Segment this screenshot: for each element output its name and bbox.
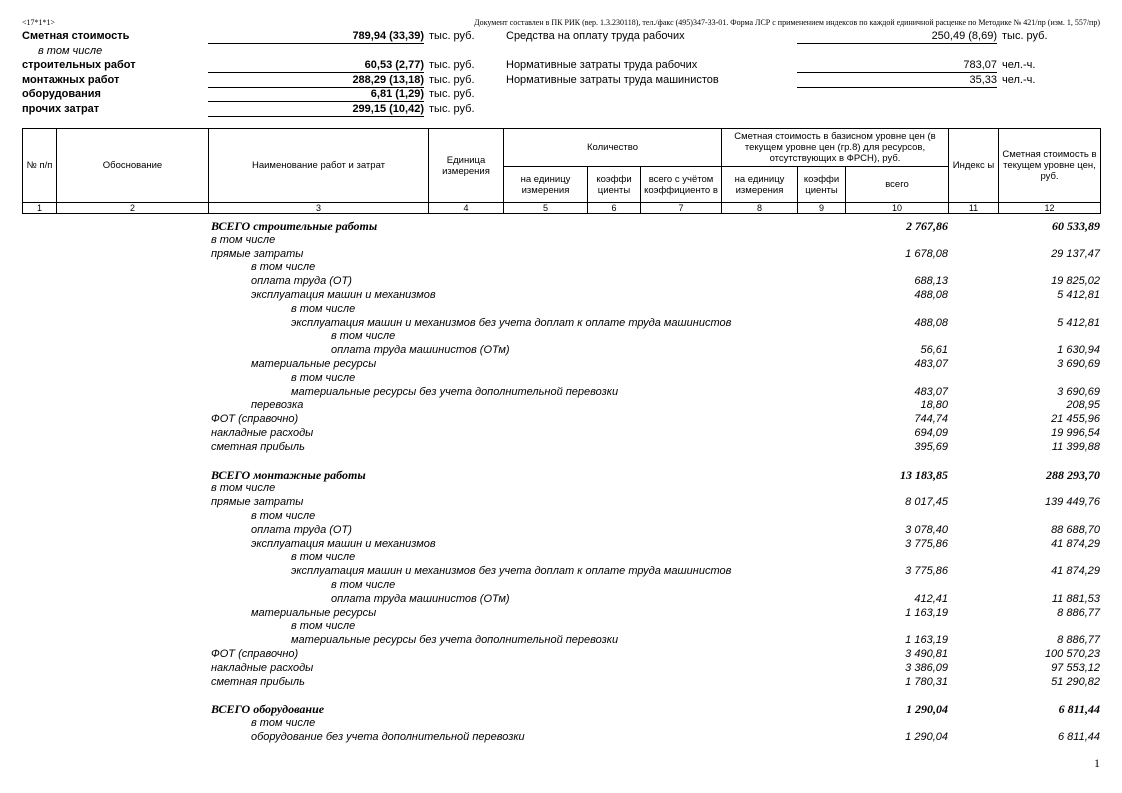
row-current-cost: 41 874,29 bbox=[1051, 537, 1100, 550]
row-current-cost: 208,95 bbox=[1066, 399, 1100, 412]
summary-value: 299,15 (10,42) bbox=[208, 103, 424, 117]
norms-label: Средства на оплату труда рабочих bbox=[506, 30, 685, 42]
table-row bbox=[0, 510, 1122, 524]
row-current-cost: 3 690,69 bbox=[1057, 385, 1100, 398]
column-number: 9 bbox=[798, 203, 846, 214]
table-row bbox=[0, 538, 1122, 552]
column-number: 11 bbox=[949, 203, 999, 214]
norms-value: 783,07 bbox=[797, 59, 997, 73]
col-current-cost-header: Сметная стоимость в текущем уровне цен, руб. bbox=[999, 129, 1101, 203]
row-name: в том числе bbox=[291, 302, 356, 315]
summary-label: прочих затрат bbox=[22, 102, 100, 115]
row-name: в том числе bbox=[251, 717, 316, 730]
row-base-cost: 2 767,86 bbox=[906, 219, 948, 233]
row-base-cost: 1 780,31 bbox=[905, 675, 948, 688]
col-cost-per-unit-header: на единицу измерения bbox=[722, 167, 798, 203]
row-base-cost: 1 678,08 bbox=[905, 247, 948, 260]
row-current-cost: 8 886,77 bbox=[1057, 606, 1100, 619]
row-name: эксплуатация машин и механизмов bbox=[251, 537, 436, 550]
row-name: эксплуатация машин и механизмов без учета доплат к оплате труда машинистов bbox=[291, 565, 732, 578]
row-current-cost: 288 293,70 bbox=[1046, 467, 1100, 482]
row-name: эксплуатация машин и механизмов bbox=[251, 288, 436, 301]
table-row bbox=[0, 275, 1122, 289]
table-row bbox=[0, 372, 1122, 386]
col-qty-total-header: всего с учётом коэффициенто в bbox=[641, 167, 722, 203]
row-name: оплата труда (ОТ) bbox=[251, 275, 352, 288]
table-row bbox=[0, 731, 1122, 745]
row-current-cost: 88 688,70 bbox=[1051, 523, 1100, 536]
row-current-cost: 100 570,23 bbox=[1044, 647, 1100, 660]
row-base-cost: 3 490,81 bbox=[905, 647, 948, 660]
row-current-cost: 51 290,82 bbox=[1051, 675, 1100, 688]
col-number-header: № п/п bbox=[23, 129, 57, 203]
row-base-cost: 13 183,85 bbox=[900, 467, 948, 482]
row-current-cost: 5 412,81 bbox=[1057, 316, 1100, 329]
table-row bbox=[0, 648, 1122, 662]
column-number: 10 bbox=[846, 203, 949, 214]
table-row bbox=[0, 427, 1122, 441]
col-basis-header: Обоснование bbox=[57, 129, 209, 203]
row-base-cost: 412,41 bbox=[914, 592, 948, 605]
row-name: в том числе bbox=[251, 261, 316, 274]
table-row bbox=[0, 551, 1122, 565]
summary-row-installation bbox=[22, 74, 482, 89]
row-current-cost: 1 630,94 bbox=[1057, 344, 1100, 357]
row-current-cost: 6 811,44 bbox=[1057, 730, 1100, 743]
norms-unit: тыс. руб. bbox=[1002, 30, 1048, 42]
summary-unit: тыс. руб. bbox=[429, 59, 475, 71]
row-name: накладные расходы bbox=[211, 661, 314, 674]
row-name: в том числе bbox=[331, 330, 396, 343]
row-base-cost: 688,13 bbox=[914, 275, 948, 288]
table-row bbox=[0, 358, 1122, 372]
norms-label: Нормативные затраты труда рабочих bbox=[506, 59, 698, 71]
row-name: материальные ресурсы без учета дополнительной перевозки bbox=[291, 634, 619, 647]
summary-value: 789,94 (33,39) bbox=[208, 30, 424, 44]
table-row bbox=[0, 676, 1122, 690]
column-number: 12 bbox=[999, 203, 1101, 214]
col-base-cost-header: Сметная стоимость в базисном уровне цен (в текущем уровне цен (гр.8) для ресурсов, отсутствующих в ФРСН), руб. bbox=[722, 129, 949, 167]
section-spacer bbox=[0, 689, 1122, 703]
row-base-cost: 483,07 bbox=[914, 385, 948, 398]
col-qty-coef-header: коэффи циенты bbox=[588, 167, 641, 203]
row-name: ФОТ (справочно) bbox=[211, 413, 299, 426]
summary-label: строительных работ bbox=[22, 59, 136, 71]
row-current-cost: 11 399,88 bbox=[1051, 440, 1100, 453]
summary-label: оборудования bbox=[22, 88, 101, 100]
table-row bbox=[0, 289, 1122, 303]
norms-row-workers bbox=[506, 59, 1066, 74]
row-name: накладные расходы bbox=[211, 426, 314, 439]
table-row bbox=[0, 261, 1122, 275]
row-name: оплата труда машинистов (ОТм) bbox=[331, 344, 510, 357]
row-name: ФОТ (справочно) bbox=[211, 647, 299, 660]
row-current-cost: 3 690,69 bbox=[1057, 357, 1100, 370]
page-number: 1 bbox=[1094, 756, 1100, 770]
table-row bbox=[0, 607, 1122, 621]
table-row bbox=[0, 496, 1122, 510]
norms-row-operators bbox=[506, 74, 1066, 89]
row-current-cost: 97 553,12 bbox=[1051, 661, 1100, 674]
table-row bbox=[0, 317, 1122, 331]
row-name: в том числе bbox=[291, 551, 356, 564]
row-name: оборудование без учета дополнительной перевозки bbox=[251, 730, 525, 743]
row-current-cost: 6 811,44 bbox=[1058, 702, 1100, 717]
table-row bbox=[0, 482, 1122, 496]
row-base-cost: 488,08 bbox=[914, 316, 948, 329]
table-row bbox=[0, 386, 1122, 400]
row-base-cost: 3 775,86 bbox=[905, 537, 948, 550]
document-note: Документ составлен в ПК РИК (вер. 1.3.230118), тел./факс (495)347-33-01. Форма ЛСР с применением индексов по каждой единичной расценке по Методике № 421/пр (изм. 1, 557/пр) bbox=[474, 18, 1100, 27]
estimate-table-header bbox=[22, 128, 1101, 214]
row-name: в том числе bbox=[211, 233, 276, 246]
row-name: ВСЕГО оборудование bbox=[211, 702, 325, 717]
row-name: оплата труда машинистов (ОТм) bbox=[331, 592, 510, 605]
row-base-cost: 18,80 bbox=[920, 399, 948, 412]
row-name: эксплуатация машин и механизмов без учета доплат к оплате труда машинистов bbox=[291, 316, 732, 329]
row-current-cost: 139 449,76 bbox=[1044, 496, 1100, 509]
col-index-header: Индекс ы bbox=[949, 129, 999, 203]
summary-label: Сметная стоимость bbox=[22, 30, 130, 42]
table-row bbox=[0, 662, 1122, 676]
summary-value: 60,53 (2,77) bbox=[208, 59, 424, 73]
row-base-cost: 488,08 bbox=[914, 288, 948, 301]
col-quantity-header: Количество bbox=[504, 129, 722, 167]
summary-row-total bbox=[22, 30, 482, 45]
column-number: 6 bbox=[588, 203, 641, 214]
row-name: материальные ресурсы bbox=[251, 357, 377, 370]
row-name: оплата труда (ОТ) bbox=[251, 523, 352, 536]
row-base-cost: 1 163,19 bbox=[905, 606, 948, 619]
row-current-cost: 60 533,89 bbox=[1052, 219, 1100, 233]
document-code: <17*1*1> bbox=[22, 18, 56, 27]
summary-unit: тыс. руб. bbox=[429, 73, 475, 86]
table-row bbox=[0, 330, 1122, 344]
row-name: прямые затраты bbox=[211, 496, 304, 509]
table-row bbox=[0, 248, 1122, 262]
row-current-cost: 5 412,81 bbox=[1057, 288, 1100, 301]
col-cost-total-header: всего bbox=[846, 167, 949, 203]
table-row bbox=[0, 565, 1122, 579]
row-base-cost: 3 775,86 bbox=[905, 565, 948, 578]
column-number: 5 bbox=[504, 203, 588, 214]
table-row bbox=[0, 303, 1122, 317]
table-row bbox=[0, 399, 1122, 413]
column-number: 1 bbox=[23, 203, 57, 214]
summary-row-including bbox=[22, 45, 482, 60]
summary-unit: тыс. руб. bbox=[429, 88, 475, 100]
row-base-cost: 1 290,04 bbox=[905, 730, 948, 743]
summary-row-other bbox=[22, 103, 482, 118]
table-row bbox=[0, 524, 1122, 538]
row-current-cost: 41 874,29 bbox=[1051, 565, 1100, 578]
row-name: перевозка bbox=[251, 399, 304, 412]
summary-row-construction bbox=[22, 59, 482, 74]
row-base-cost: 1 163,19 bbox=[905, 634, 948, 647]
summary-unit: тыс. руб. bbox=[429, 102, 475, 115]
row-current-cost: 8 886,77 bbox=[1057, 634, 1100, 647]
col-cost-coef-header: коэффи циенты bbox=[798, 167, 846, 203]
table-row bbox=[0, 234, 1122, 248]
table-row bbox=[0, 634, 1122, 648]
row-name: в том числе bbox=[291, 371, 356, 384]
table-row bbox=[0, 413, 1122, 427]
table-row bbox=[0, 717, 1122, 731]
row-name: в том числе bbox=[251, 509, 316, 522]
row-name: прямые затраты bbox=[211, 247, 304, 260]
row-base-cost: 3 386,09 bbox=[905, 661, 948, 674]
summary-label: монтажных работ bbox=[22, 73, 120, 86]
row-current-cost: 29 137,47 bbox=[1051, 247, 1100, 260]
column-number: 4 bbox=[429, 203, 504, 214]
row-base-cost: 483,07 bbox=[914, 357, 948, 370]
row-name: ВСЕГО строительные работы bbox=[211, 219, 378, 233]
norms-unit: чел.-ч. bbox=[1002, 59, 1036, 71]
row-base-cost: 8 017,45 bbox=[905, 496, 948, 509]
summary-unit: тыс. руб. bbox=[429, 30, 475, 42]
table-row bbox=[0, 344, 1122, 358]
norms-block bbox=[506, 30, 1066, 88]
row-name: сметная прибыль bbox=[211, 440, 305, 453]
norms-unit: чел.-ч. bbox=[1002, 73, 1036, 86]
col-name-header: Наименование работ и затрат bbox=[209, 129, 429, 203]
row-name: в том числе bbox=[291, 620, 356, 633]
column-numbers-row bbox=[23, 203, 1101, 214]
norms-label: Нормативные затраты труда машинистов bbox=[506, 73, 719, 86]
col-qty-per-unit-header: на единицу измерения bbox=[504, 167, 588, 203]
summary-label: в том числе bbox=[38, 44, 103, 57]
norms-value: 35,33 bbox=[797, 74, 997, 88]
col-unit-header: Единица измерения bbox=[429, 129, 504, 203]
row-base-cost: 744,74 bbox=[914, 413, 948, 426]
table-row bbox=[0, 620, 1122, 634]
norms-value: 250,49 (8,69) bbox=[797, 30, 997, 44]
summary-value: 288,29 (13,18) bbox=[208, 74, 424, 88]
column-number: 2 bbox=[57, 203, 209, 214]
row-name: в том числе bbox=[211, 482, 276, 495]
row-current-cost: 19 996,54 bbox=[1051, 426, 1100, 439]
column-number: 8 bbox=[722, 203, 798, 214]
row-current-cost: 19 825,02 bbox=[1051, 275, 1100, 288]
section-spacer bbox=[0, 455, 1122, 469]
summary-value: 6,81 (1,29) bbox=[208, 88, 424, 102]
section-total-row bbox=[0, 220, 1122, 234]
row-base-cost: 694,09 bbox=[914, 426, 948, 439]
norms-row-wages bbox=[506, 30, 1066, 45]
row-base-cost: 3 078,40 bbox=[905, 523, 948, 536]
row-base-cost: 56,61 bbox=[920, 344, 948, 357]
table-row bbox=[0, 579, 1122, 593]
row-name: в том числе bbox=[331, 578, 396, 591]
estimate-table-body bbox=[0, 220, 1122, 745]
norms-row-spacer bbox=[506, 45, 1066, 60]
summary-block bbox=[22, 30, 482, 117]
row-base-cost: 395,69 bbox=[914, 440, 948, 453]
summary-row-equipment bbox=[22, 88, 482, 103]
row-name: материальные ресурсы без учета дополнительной перевозки bbox=[291, 385, 619, 398]
row-base-cost: 1 290,04 bbox=[906, 702, 948, 717]
row-current-cost: 11 881,53 bbox=[1051, 592, 1100, 605]
row-name: сметная прибыль bbox=[211, 675, 305, 688]
section-total-row bbox=[0, 703, 1122, 717]
table-row bbox=[0, 441, 1122, 455]
column-number: 3 bbox=[209, 203, 429, 214]
row-current-cost: 21 455,96 bbox=[1051, 413, 1100, 426]
row-name: ВСЕГО монтажные работы bbox=[211, 467, 366, 482]
table-row bbox=[0, 593, 1122, 607]
section-total-row bbox=[0, 469, 1122, 483]
column-number: 7 bbox=[641, 203, 722, 214]
row-name: материальные ресурсы bbox=[251, 606, 377, 619]
